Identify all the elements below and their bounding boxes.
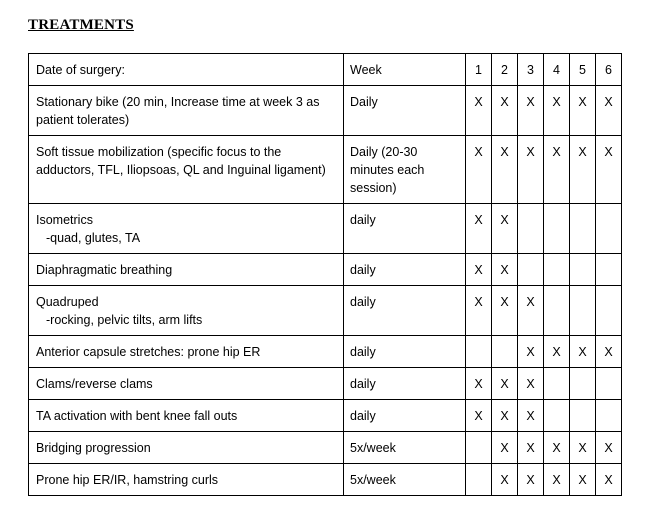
week-4-cell: X [544,336,570,368]
treatment-cell [29,254,344,286]
header-week-2: 2 [492,54,518,86]
week-1-cell: X [466,368,492,400]
table-row [29,400,622,432]
frequency-cell: daily [344,286,466,336]
table-row [29,336,622,368]
header-week-1: 1 [466,54,492,86]
treatment-cell [29,432,344,464]
week-2-cell: X [492,368,518,400]
table-row [29,286,622,336]
page-title: TREATMENTS [28,17,134,33]
week-3-cell: X [518,336,544,368]
week-1-cell: X [466,86,492,136]
week-6-cell: X [596,432,622,464]
treatments-table [28,53,622,496]
week-4-cell [544,286,570,336]
week-5-cell [570,286,596,336]
week-6-cell [596,254,622,286]
week-3-cell [518,254,544,286]
week-6-cell: X [596,136,622,204]
treatment-cell [29,204,344,254]
treatment-name: TA activation with bent knee fall outs [36,409,238,423]
treatment-name: Quadruped [36,295,99,309]
week-1-cell: X [466,204,492,254]
week-6-cell: X [596,464,622,496]
week-6-cell: X [596,336,622,368]
week-3-cell: X [518,464,544,496]
table-body [29,54,622,496]
treatment-cell [29,464,344,496]
week-1-cell: X [466,136,492,204]
week-2-cell: X [492,400,518,432]
week-4-cell [544,254,570,286]
header-week-6: 6 [596,54,622,86]
week-6-cell: X [596,86,622,136]
header-week-3: 3 [518,54,544,86]
week-5-cell: X [570,432,596,464]
week-3-cell: X [518,400,544,432]
header-frequency-cell: Week [344,54,466,86]
treatment-cell [29,368,344,400]
treatment-cell [29,286,344,336]
week-2-cell: X [492,204,518,254]
frequency-cell: Daily (20-30 minutes each session) [344,136,466,204]
week-1-cell [466,336,492,368]
week-5-cell [570,204,596,254]
treatment-cell [29,400,344,432]
table-row [29,432,622,464]
week-5-cell: X [570,136,596,204]
table-header-row [29,54,622,86]
week-3-cell: X [518,286,544,336]
table-row [29,204,622,254]
header-week-5: 5 [570,54,596,86]
frequency-cell: daily [344,336,466,368]
treatment-name: Anterior capsule stretches: prone hip ER [36,345,261,359]
treatment-name: Bridging progression [36,441,151,455]
week-2-cell [492,336,518,368]
week-5-cell: X [570,86,596,136]
frequency-cell: daily [344,368,466,400]
table-row [29,254,622,286]
header-treatment-cell: Date of surgery: [29,54,344,86]
week-3-cell: X [518,432,544,464]
week-2-cell: X [492,86,518,136]
week-2-cell: X [492,254,518,286]
treatment-name: Prone hip ER/IR, hamstring curls [36,473,219,487]
treatment-detail: -rocking, pelvic tilts, arm lifts [46,313,203,327]
table-row [29,136,622,204]
table-row [29,464,622,496]
week-1-cell: X [466,286,492,336]
treatment-name: Diaphragmatic breathing [36,263,173,277]
week-2-cell: X [492,136,518,204]
treatment-name: Soft tissue mobilization (specific focus to the adductors, TFL, Iliopsoas, QL and Inguinal ligament) [36,145,326,177]
treatment-name: Isometrics [36,213,93,227]
week-6-cell [596,286,622,336]
week-1-cell [466,432,492,464]
week-5-cell [570,368,596,400]
table-row [29,368,622,400]
week-4-cell: X [544,86,570,136]
treatment-name: Clams/reverse clams [36,377,153,391]
week-5-cell [570,254,596,286]
table-row [29,86,622,136]
frequency-cell: daily [344,204,466,254]
treatment-name: Stationary bike (20 min, Increase time at week 3 as patient tolerates) [36,95,320,127]
week-5-cell: X [570,464,596,496]
week-4-cell [544,368,570,400]
treatment-cell [29,336,344,368]
week-2-cell: X [492,464,518,496]
header-week-4: 4 [544,54,570,86]
week-4-cell: X [544,464,570,496]
week-6-cell [596,368,622,400]
week-5-cell: X [570,336,596,368]
frequency-cell: 5x/week [344,432,466,464]
week-3-cell: X [518,86,544,136]
week-6-cell [596,204,622,254]
frequency-cell: 5x/week [344,464,466,496]
week-5-cell [570,400,596,432]
frequency-cell: Daily [344,86,466,136]
week-4-cell: X [544,432,570,464]
week-3-cell: X [518,136,544,204]
treatment-cell [29,86,344,136]
treatment-detail: -quad, glutes, TA [46,231,141,245]
week-3-cell [518,204,544,254]
week-2-cell: X [492,432,518,464]
frequency-cell: daily [344,254,466,286]
week-3-cell: X [518,368,544,400]
week-6-cell [596,400,622,432]
treatment-cell [29,136,344,204]
week-4-cell: X [544,136,570,204]
week-1-cell: X [466,400,492,432]
week-2-cell: X [492,286,518,336]
week-1-cell [466,464,492,496]
frequency-cell: daily [344,400,466,432]
week-4-cell [544,400,570,432]
week-1-cell: X [466,254,492,286]
week-4-cell [544,204,570,254]
